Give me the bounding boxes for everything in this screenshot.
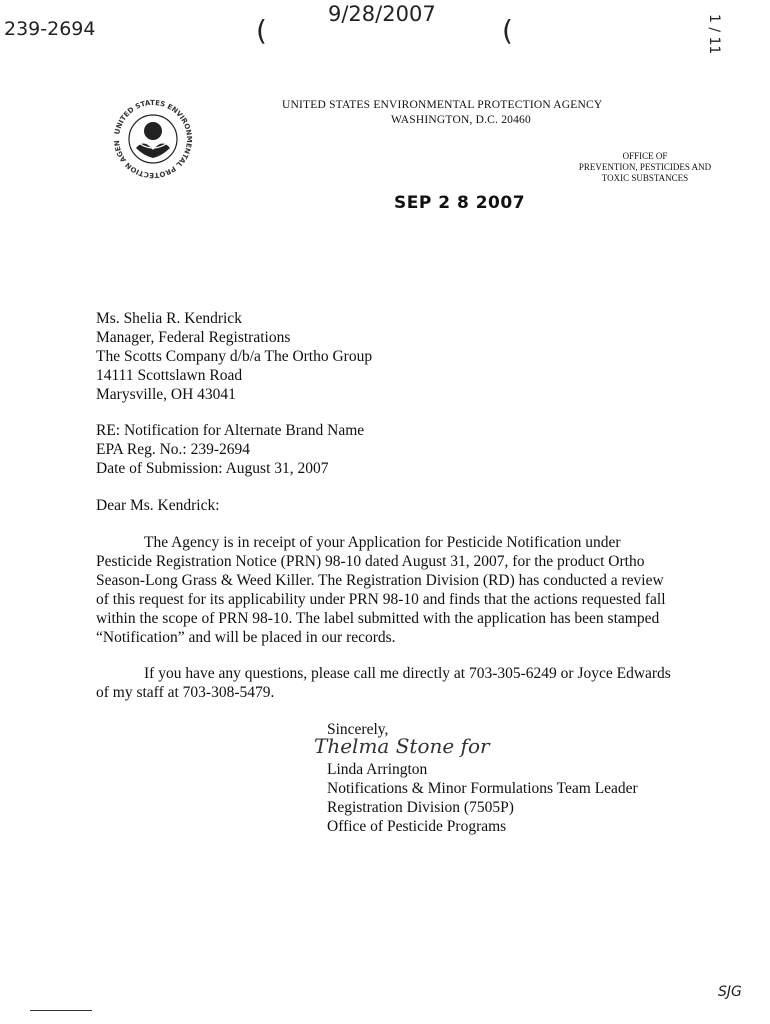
reference-block: [96, 421, 364, 478]
epa-seal-logo: [108, 94, 198, 184]
signer-block: [327, 760, 638, 836]
office-line: PREVENTION, PESTICIDES AND: [578, 162, 712, 172]
office-line: TOXIC SUBSTANCES: [601, 173, 689, 183]
paragraph-1: [96, 533, 666, 647]
footer-rule: [30, 1010, 92, 1011]
handwritten-page-marks: 1 / 11: [706, 14, 722, 55]
paragraph-line: “Notification” and will be placed in our records.: [96, 629, 396, 646]
paragraph-line: If you have any questions, please call me directly at 703-305-6249 or Joyce Edwards: [144, 665, 671, 682]
signer-line: Registration Division (7505P): [327, 799, 514, 816]
reference-line: Date of Submission: August 31, 2007: [96, 460, 329, 477]
letterhead-agency: UNITED STATES ENVIRONMENTAL PROTECTION AGENCY: [282, 99, 603, 111]
paragraph-line: of my staff at 703-308-5479.: [96, 684, 275, 701]
letterhead-location: WASHINGTON, D.C. 20460: [391, 114, 531, 126]
recipient-line: 14111 Scottslawn Road: [96, 367, 243, 384]
recipient-line: Manager, Federal Registrations: [96, 329, 291, 346]
date-stamp: SEP 2 8 2007: [394, 193, 526, 213]
signer-line: Notifications & Minor Formulations Team Leader: [327, 780, 638, 797]
handwritten-initials: SJG: [718, 984, 742, 1000]
recipient-line: Ms. Shelia R. Kendrick: [96, 310, 242, 327]
paragraph-line: within the scope of PRN 98-10. The label submitted with the application has been stamped: [96, 610, 660, 627]
salutation: Dear Ms. Kendrick:: [96, 497, 220, 514]
handwritten-reg-number: 239-2694: [4, 18, 96, 40]
recipient-line: The Scotts Company d/b/a The Ortho Group: [96, 348, 373, 365]
paragraph-2: [96, 664, 671, 702]
signer-line: Linda Arrington: [327, 761, 428, 778]
handwritten-mark-left: (: [256, 14, 267, 47]
reference-line: EPA Reg. No.: 239-2694: [96, 441, 251, 458]
recipient-address: [96, 309, 372, 404]
handwritten-date: 9/28/2007: [328, 2, 436, 26]
recipient-line: Marysville, OH 43041: [96, 386, 236, 403]
reference-line: RE: Notification for Alternate Brand Name: [96, 422, 365, 439]
handwritten-mark-right: (: [502, 14, 513, 47]
paragraph-line: Season-Long Grass & Weed Killer. The Registration Division (RD) has conducted a review: [96, 572, 664, 589]
office-block: [575, 151, 715, 184]
paragraph-line: Pesticide Registration Notice (PRN) 98-10 dated August 31, 2007, for the product Ortho: [96, 553, 645, 570]
paragraph-line: of this request for its applicability under PRN 98-10 and finds that the actions requested fall: [96, 591, 666, 608]
handwritten-signature: Thelma Stone for: [314, 734, 490, 758]
office-line: OFFICE OF: [622, 151, 668, 161]
paragraph-line: The Agency is in receipt of your Application for Pesticide Notification under: [144, 534, 621, 551]
seal-ring-text: UNITED STATES ENVIRONMENTAL PROTECTION AGEN: [112, 98, 194, 180]
closing-sincerely: Sincerely,: [327, 721, 389, 738]
signer-line: Office of Pesticide Programs: [327, 818, 507, 835]
